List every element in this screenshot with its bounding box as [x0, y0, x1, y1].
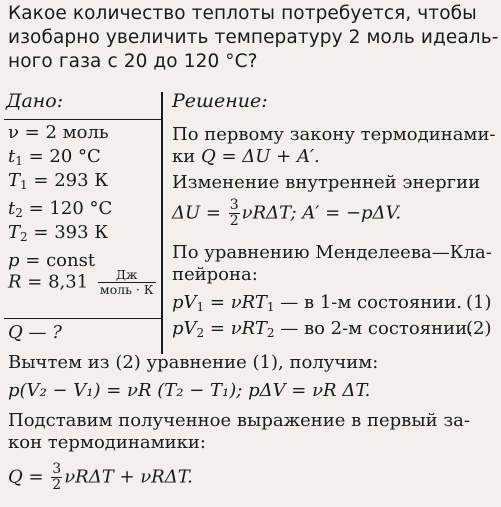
given-t1: $t_1 = 20$ °С: [8, 146, 101, 168]
solution-line-4: ΔU = $\frac{3}{2}$ νRΔT; A′ = −pΔV.: [172, 197, 402, 229]
given-nu: ν = 2 моль: [8, 122, 109, 143]
divider-given: [4, 119, 161, 120]
lower-line-4: кон термодинамики:: [8, 432, 206, 453]
gas-constant-unit: $\frac{Дж}{\text{моль · К}}$: [99, 267, 154, 297]
problem-line-2: изобарно увеличить температуру 2 моль идеаль-: [8, 27, 499, 48]
solution-line-2: ки Q = ΔU + A′.: [172, 146, 320, 167]
equation-1-number: (1): [466, 292, 492, 313]
fraction-3-2: $\frac{3}{2}$: [229, 197, 239, 229]
lower-line-2: p(V₂ − V₁) = νR (T₂ − T₁); pΔV = νR ΔT.: [8, 380, 371, 401]
lower-line-3: Подставим полученное выражение в первый за-: [8, 410, 470, 431]
problem-statement: [8, 2, 499, 74]
problem-line-1: Какое количество теплоты потребуется, чтобы: [8, 3, 477, 24]
equation-2: $pV_2 = \nu RT_2$ — во 2-м состоянии.: [172, 318, 473, 340]
solution-line-3: Изменение внутренней энергии: [172, 172, 481, 193]
solution-line-6: пейрона:: [172, 264, 258, 285]
lower-line-5: Q = $\frac{3}{2}$ νRΔT + νRΔT.: [8, 461, 193, 493]
lower-line-1: Вычтем из (2) уравнение (1), получим:: [8, 352, 379, 373]
given-find: Q — ?: [8, 322, 62, 343]
given-T1: $T_1 = 293$ К: [8, 170, 109, 192]
divider-vertical: [161, 92, 163, 354]
solution-line-5: По уравнению Менделеева—Кла-: [172, 242, 492, 263]
solution-heading: Решение:: [172, 90, 268, 112]
equation-2-number: (2): [466, 318, 492, 339]
given-R: R = 8,31 $\frac{Дж}{\text{моль · К}}$: [8, 267, 154, 297]
given-p: p = const: [8, 250, 96, 271]
given-T2: $T_2 = 393$ К: [8, 222, 109, 244]
given-t2: $t_2 = 120$ °С: [8, 198, 113, 220]
given-heading: Дано:: [6, 90, 64, 112]
equation-1: $pV_1 = \nu RT_1$ — в 1-м состоянии.: [172, 292, 462, 314]
fraction-3-2-final: $\frac{3}{2}$: [52, 461, 62, 493]
problem-line-3: ного газа с 20 до 120 °С?: [8, 51, 258, 72]
divider-find: [4, 318, 161, 319]
solution-line-1: По первому закону термодинами-: [172, 124, 496, 145]
